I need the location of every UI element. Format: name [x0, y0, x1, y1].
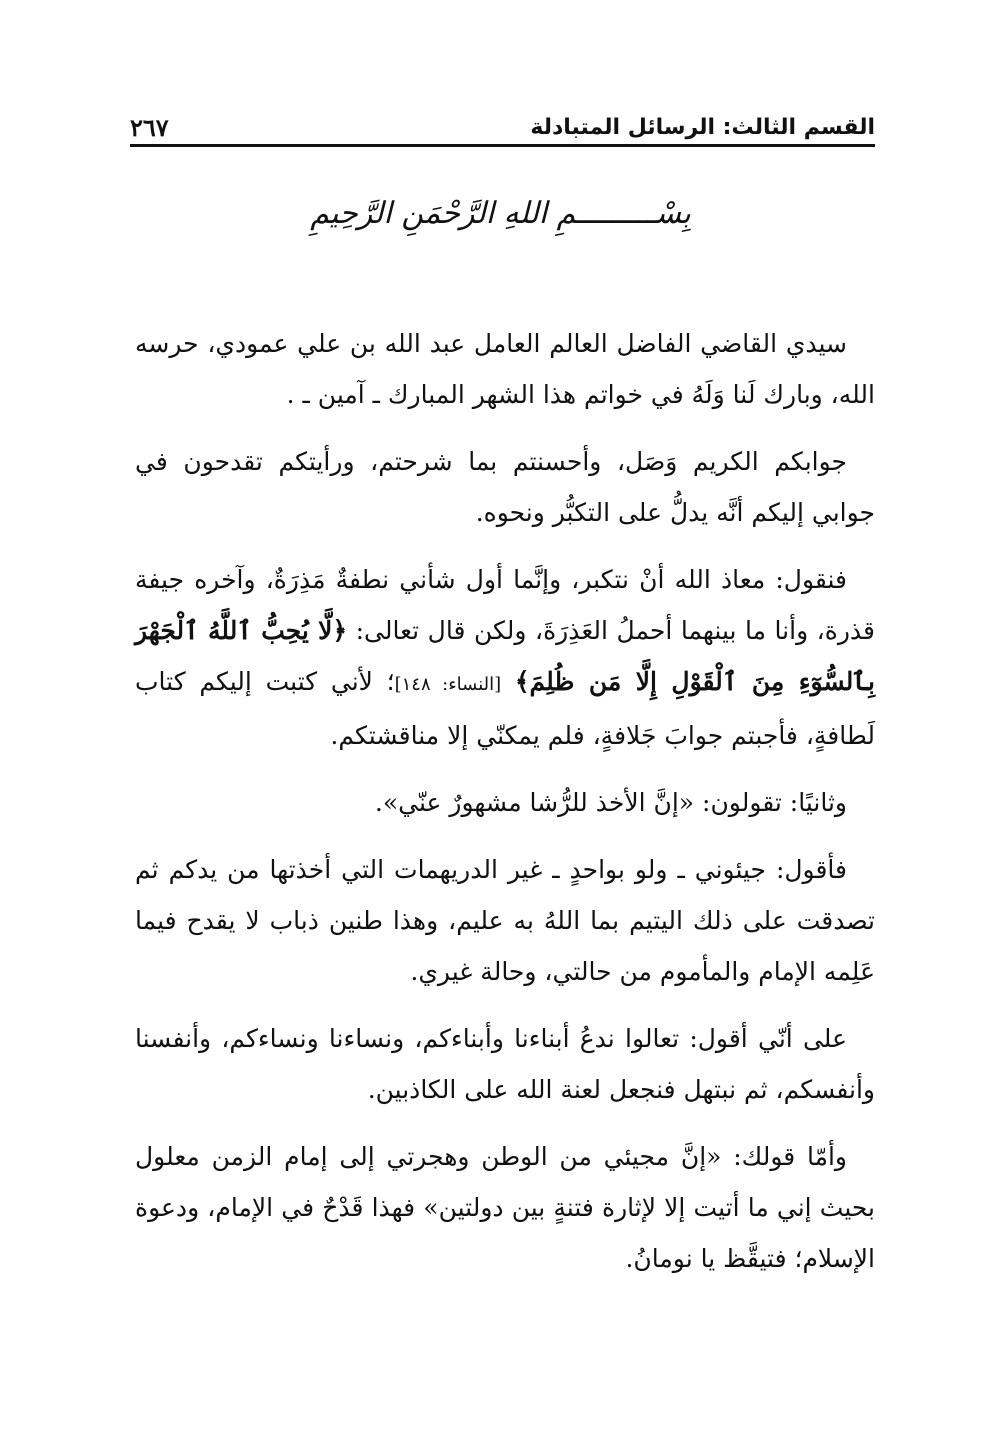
paragraph-1: سيدي القاضي الفاضل العالم العامل عبد الله بن علي عمودي، حرسه الله، وبارك لَنا وَلَهُ في خواتم هذا الشهر المبارك ـ آمين ـ . — [135, 329, 875, 409]
paragraph-2: جوابكم الكريم وَصَل، وأحسنتم بما شرحتم، ورأيتكم تقدحون في جوابي إليكم أنَّه يدلُّ على التكبُّر ونحوه. — [135, 447, 875, 527]
paragraph-3-text-after: ؛ لأني كتبت إليكم كتاب لَطافةٍ، فأجبتم جوابَ جَلافةٍ، فلم يمكنّي إلا مناقشتكم. — [135, 667, 875, 750]
body-text — [135, 318, 875, 1300]
page-header — [130, 104, 875, 147]
paragraph-6: على أنّي أقول: تعالوا ندعُ أبناءنا وأبناءكم، ونساءنا ونساءكم، وأنفسنا وأنفسكم، ثم نبتهل فنجعل لعنة الله على الكاذبين. — [135, 1024, 875, 1104]
basmala: بِسْـــــــــمِ اللهِ الرَّحْمَنِ الرَّحِيمِ — [310, 196, 691, 231]
paragraph-7: وأمّا قولك: «إنَّ مجيئي من الوطن وهجرتي إلى إمام الزمن معلول بحيث إني ما أتيت إلا لإثارة فتنةٍ بين دولتين» فهذا قَدْحٌ في الإمام، ودعوة الإسلام؛ فتيقَّظ يا نومانُ. — [135, 1142, 875, 1273]
quran-verse: ﴿لَّا يُحِبُّ ٱللَّهُ ٱلْجَهْرَ بِٱلسُّوٓءِ مِنَ ٱلْقَوْلِ إِلَّا مَن ظُلِمَ﴾ — [135, 616, 875, 696]
page-number: ٢٦٧ — [130, 113, 169, 142]
paragraph-3-text-before: فنقول: معاذ الله أنْ نتكبر، وإنَّما أول شأني نطفةٌ مَذِرَةٌ، وآخره جيفة قذرة، وأنا ما بينهما أحملُ العَذِرَةَ، ولكن قال تعالى: — [135, 565, 875, 645]
paragraph-3 — [135, 554, 875, 761]
paragraph-4: وثانيًا: تقولون: «إنَّ الأخذ للرُّشا مشهورٌ عنّي». — [374, 788, 847, 817]
running-title: القسم الثالث: الرسائل المتبادلة — [530, 115, 875, 140]
paragraph-5: فأقول: جيئوني ـ ولو بواحدٍ ـ غير الدريهمات التي أخذتها من يدكم ثم تصدقت على ذلك اليتيم بما اللهُ به عليم، وهذا طنين ذباب لا يقدح فيما عَلِمه الإمام والمأموم من حالتي، وحالة غيري. — [135, 855, 875, 986]
verse-citation: [النساء: ١٤٨] — [394, 674, 502, 695]
